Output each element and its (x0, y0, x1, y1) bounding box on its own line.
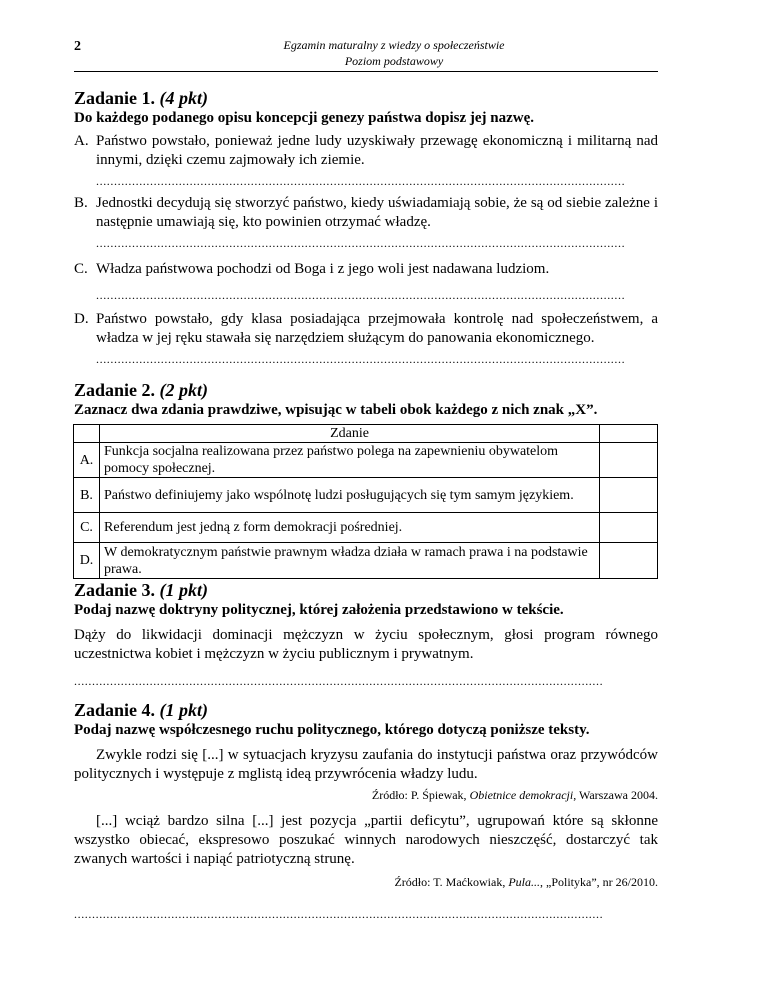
task4-quote2: [...] wciąż bardzo silna [...] jest pozycja „partii deficytu”, ugrupowań które są skłonne wszystko obiecać, ekspresowo poszukać winnych narodowych nieszczęść, dostarczyć tak zwanych wartości i napiąć patriotyczną strunę. (74, 813, 658, 867)
task2-instruction: Zaznacz dwa zdania prawdziwe, wpisując w tabeli obok każdego z nich znak „X”. (74, 402, 598, 418)
row-mark-cell[interactable] (600, 513, 658, 543)
task4-source1: Źródło: P. Śpiewak, Obietnice demokracji, Warszawa 2004. (371, 788, 658, 802)
task4-instruction: Podaj nazwę współczesnego ruchu politycznego, którego dotyczą poniższe teksty. (74, 722, 590, 738)
task1-answer-line-d[interactable]: ................................................................................................................................................... (96, 353, 626, 365)
task1-item-b: B. Jednostki decydują się stworzyć państwo, kiedy uświadamiają sobie, że są od siebie zależne i następnie umawiają się, kto powinien otrzymać władzę. (74, 195, 658, 230)
task1-item-c: C. Władza państwowa pochodzi od Boga i z jego woli jest nadawana ludziom. (74, 261, 550, 277)
task3-instruction: Podaj nazwę doktryny politycznej, której założenia przedstawiono w tekście. (74, 602, 564, 618)
row-mark-cell[interactable] (600, 478, 658, 513)
table-row (74, 543, 658, 579)
task3-title: Zadanie 3. (1 pkt) (74, 580, 209, 600)
task2-table (73, 424, 658, 579)
header-exam-title: Egzamin maturalny z wiedzy o społeczeństwie (283, 38, 505, 52)
header-rule (74, 71, 658, 72)
task4-quote1: Zwykle rodzi się [...] w sytuacjach kryzysu zaufania do instytucji państwa oraz przywódców politycznych i występuje z mglistą ideą przywrócenia władzy ludu. (74, 747, 658, 782)
row-letter: B. (74, 478, 100, 513)
task4-answer-line[interactable]: ................................................................................................................................................... (74, 908, 604, 920)
table-header-mark (600, 425, 658, 443)
row-letter: C. (74, 513, 100, 543)
table-header-zdanie: Zdanie (100, 425, 600, 443)
row-sentence: W demokratycznym państwie prawnym władza działa w ramach prawa i na podstawie prawa. (100, 543, 600, 579)
row-letter: D. (74, 543, 100, 579)
header-level: Poziom podstawowy (344, 54, 444, 68)
page-number: 2 (74, 39, 81, 54)
row-letter: A. (74, 443, 100, 478)
table-row (74, 513, 658, 543)
task1-answer-line-b[interactable]: ................................................................................................................................................... (96, 237, 626, 249)
task3-text: Dąży do likwidacji dominacji mężczyzn w życiu społecznym, głosi program równego uczestnictwa kobiet i mężczyzn w życiu publicznym i prywatnym. (74, 627, 658, 662)
table-row (74, 443, 658, 478)
task1-answer-line-c[interactable]: ................................................................................................................................................... (96, 289, 626, 301)
task1-answer-line-a[interactable]: ................................................................................................................................................... (96, 175, 626, 187)
task3-answer-line[interactable]: ................................................................................................................................................... (74, 675, 604, 687)
task2-title: Zadanie 2. (2 pkt) (74, 380, 209, 400)
table-header-blank (74, 425, 100, 443)
row-sentence: Referendum jest jedną z form demokracji pośredniej. (100, 513, 600, 543)
table-row (74, 478, 658, 513)
task1-item-d: D. Państwo powstało, gdy klasa posiadająca przejmowała kontrolę nad społeczeństwem, a władza w jej ręku stawała się narzędziem służącym do panowania ekonomicznego. (74, 311, 658, 346)
task1-instruction: Do każdego podanego opisu koncepcji genezy państwa dopisz jej nazwę. (74, 110, 535, 126)
task4-title: Zadanie 4. (1 pkt) (74, 700, 209, 720)
row-mark-cell[interactable] (600, 543, 658, 579)
row-sentence: Państwo definiujemy jako wspólnotę ludzi posługujących się tym samym językiem. (100, 478, 600, 513)
task1-title: Zadanie 1. (4 pkt) (74, 88, 209, 108)
row-sentence: Funkcja socjalna realizowana przez państwo polega na zapewnieniu obywatelom pomocy społecznej. (100, 443, 600, 478)
task1-item-a: A. Państwo powstało, ponieważ jedne ludy uzyskiwały przewagę ekonomiczną i militarną nad innymi, dzięki czemu zajmowały ich ziemie. (74, 133, 658, 168)
row-mark-cell[interactable] (600, 443, 658, 478)
task4-source2: Źródło: T. Maćkowiak, Pula..., „Polityka”, nr 26/2010. (394, 875, 658, 889)
